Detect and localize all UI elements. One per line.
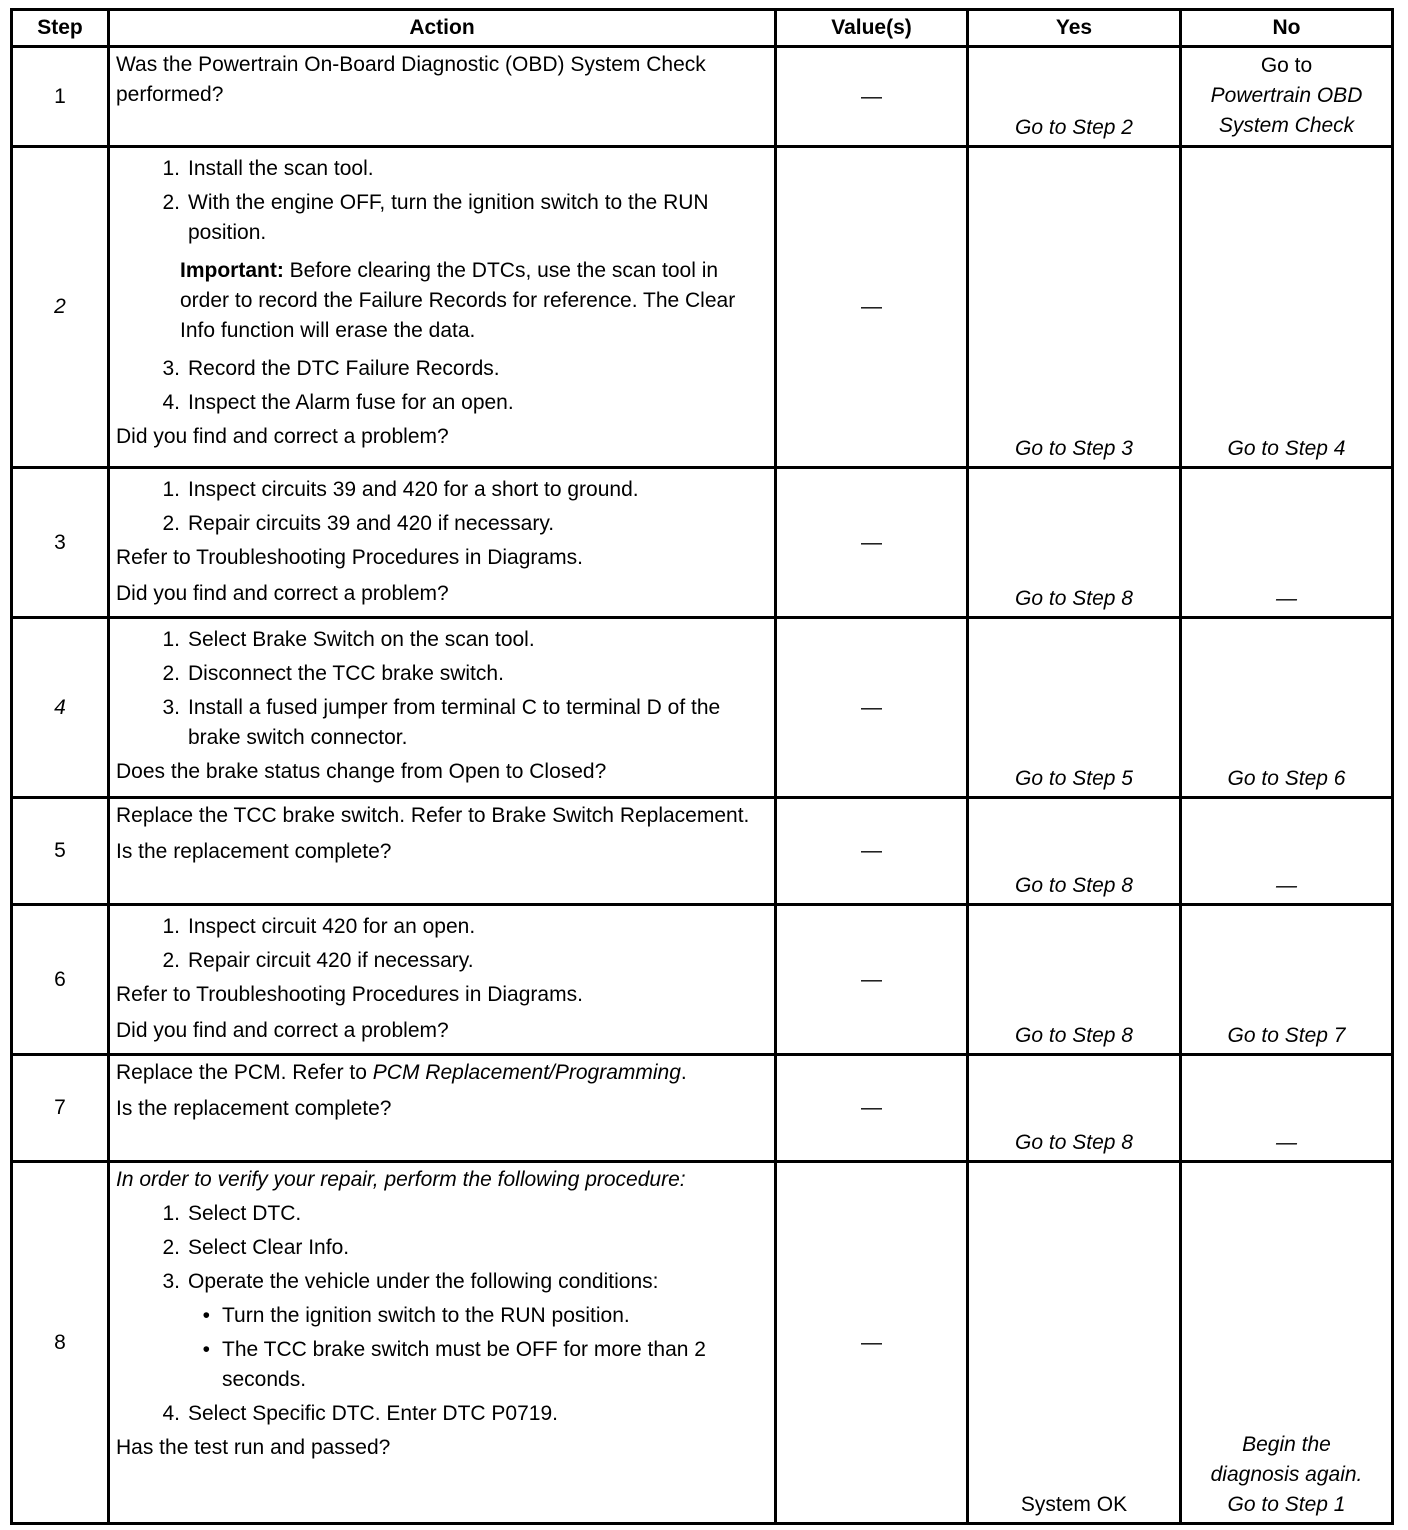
list-item: 3. Record the DTC Failure Records.: [116, 354, 770, 384]
list-item: 2. Repair circuit 420 if necessary.: [116, 946, 770, 976]
action-text: Replace the TCC brake switch. Refer to Brake Switch Replacement.: [116, 804, 750, 827]
table-row-step-7: [12, 1055, 1393, 1162]
list-item: 2. Select Clear Info.: [116, 1233, 770, 1263]
bullet-icon: •: [202, 1338, 210, 1361]
no-cell[interactable]: [1181, 47, 1393, 147]
list-item: 2. Repair circuits 39 and 420 if necessary.: [116, 509, 770, 539]
bullet-item: • The TCC brake switch must be OFF for more than 2 seconds.: [116, 1335, 770, 1395]
action-question: Is the replacement complete?: [116, 1097, 392, 1120]
table-row-step-8: [12, 1162, 1393, 1524]
important-text: Before clearing the DTCs, use the scan tool in order to record the Failure Records for reference. The Clear Info function will erase the data.: [180, 259, 736, 342]
header-row: [12, 10, 1393, 47]
no-goto-label: Go to: [1260, 53, 1313, 77]
yes-cell[interactable]: Go to Step 3: [968, 147, 1181, 468]
table-row-step-2: [12, 147, 1393, 468]
header-action: Action: [109, 10, 776, 47]
table-row-step-3: [12, 468, 1393, 618]
diagnostic-table: [10, 8, 1394, 1525]
no-cell[interactable]: Go to Step 6: [1181, 618, 1393, 798]
action-question: Did you find and correct a problem?: [116, 1019, 449, 1042]
step-number: 7: [12, 1055, 109, 1162]
list-item: 4. Select Specific DTC. Enter DTC P0719.: [116, 1399, 770, 1429]
no-goto-link[interactable]: Go to Step 1: [1227, 1493, 1346, 1516]
no-goto-link[interactable]: Powertrain OBD System Check: [1210, 83, 1363, 137]
list-number: 3.: [162, 696, 180, 719]
list-item: 2. Disconnect the TCC brake switch.: [116, 659, 770, 689]
value-cell: —: [776, 905, 968, 1055]
step-number: 1: [12, 47, 109, 147]
action-question: Did you find and correct a problem?: [116, 425, 449, 448]
list-number: 4.: [162, 391, 180, 414]
yes-cell[interactable]: Go to Step 8: [968, 905, 1181, 1055]
value-cell: —: [776, 798, 968, 905]
no-cell[interactable]: [1181, 1162, 1393, 1524]
action-question: Was the Powertrain On-Board Diagnostic (OBD) System Check performed?: [116, 53, 706, 106]
list-number: 1.: [162, 628, 180, 651]
bullet-item: • Turn the ignition switch to the RUN position.: [116, 1301, 770, 1331]
list-number: 2.: [162, 191, 180, 214]
important-note: [180, 256, 770, 346]
list-item: 2. With the engine OFF, turn the ignition switch to the RUN position.: [116, 188, 770, 248]
important-label: Important:: [180, 259, 284, 282]
list-item: 1. Inspect circuits 39 and 420 for a short to ground.: [116, 475, 770, 505]
step-number: 8: [12, 1162, 109, 1524]
action-intro: In order to verify your repair, perform the following procedure:: [116, 1168, 686, 1191]
value-cell: —: [776, 618, 968, 798]
list-item: 1. Install the scan tool.: [116, 154, 770, 184]
list-number: 2.: [162, 1236, 180, 1259]
value-cell: —: [776, 47, 968, 147]
action-cell: [109, 468, 776, 618]
header-values: Value(s): [776, 10, 968, 47]
list-number: 4.: [162, 1402, 180, 1425]
yes-cell[interactable]: Go to Step 8: [968, 1055, 1181, 1162]
yes-cell[interactable]: Go to Step 5: [968, 618, 1181, 798]
step-number: 4: [12, 618, 109, 798]
table-row-step-1: [12, 47, 1393, 147]
value-cell: —: [776, 1162, 968, 1524]
action-cell: [109, 1055, 776, 1162]
pcm-replacement-link[interactable]: PCM Replacement/Programming: [372, 1061, 681, 1084]
yes-cell: System OK: [968, 1162, 1181, 1524]
list-number: 2.: [162, 512, 180, 535]
list-number: 2.: [162, 949, 180, 972]
list-number: 1.: [162, 915, 180, 938]
action-question: Is the replacement complete?: [116, 840, 392, 863]
header-yes: Yes: [968, 10, 1181, 47]
table-row-step-5: [12, 798, 1393, 905]
list-number: 3.: [162, 1270, 180, 1293]
list-item: 1. Inspect circuit 420 for an open.: [116, 912, 770, 942]
list-number: 3.: [162, 357, 180, 380]
no-cell: —: [1181, 798, 1393, 905]
action-question: Does the brake status change from Open to Closed?: [116, 760, 607, 783]
action-cell: [109, 905, 776, 1055]
value-cell: —: [776, 1055, 968, 1162]
action-cell: [109, 618, 776, 798]
list-item: 3. Install a fused jumper from terminal C to terminal D of the brake switch connector.: [116, 693, 770, 753]
no-cell[interactable]: Go to Step 7: [1181, 905, 1393, 1055]
action-note: Refer to Troubleshooting Procedures in Diagrams.: [116, 983, 583, 1006]
no-cell: —: [1181, 1055, 1393, 1162]
list-number: 1.: [162, 157, 180, 180]
list-item: 3. Operate the vehicle under the following conditions:: [116, 1267, 770, 1297]
value-cell: —: [776, 147, 968, 468]
bullet-icon: •: [202, 1304, 210, 1327]
action-cell: [109, 798, 776, 905]
action-question: Has the test run and passed?: [116, 1436, 391, 1459]
list-item: 1. Select DTC.: [116, 1199, 770, 1229]
no-restart-text: Begin the diagnosis again.: [1210, 1433, 1363, 1486]
action-cell: [109, 147, 776, 468]
action-cell: [109, 47, 776, 147]
table-row-step-6: [12, 905, 1393, 1055]
value-cell: —: [776, 468, 968, 618]
no-cell: —: [1181, 468, 1393, 618]
step-number: 2: [12, 147, 109, 468]
no-cell[interactable]: Go to Step 4: [1181, 147, 1393, 468]
step-number: 3: [12, 468, 109, 618]
step-number: 5: [12, 798, 109, 905]
header-step: Step: [12, 10, 109, 47]
action-question: Did you find and correct a problem?: [116, 582, 449, 605]
yes-cell[interactable]: Go to Step 8: [968, 468, 1181, 618]
yes-cell[interactable]: Go to Step 8: [968, 798, 1181, 905]
list-number: 1.: [162, 1202, 180, 1225]
header-no: No: [1181, 10, 1393, 47]
list-item: 1. Select Brake Switch on the scan tool.: [116, 625, 770, 655]
table-row-step-4: [12, 618, 1393, 798]
list-item: 4. Inspect the Alarm fuse for an open.: [116, 388, 770, 418]
action-text: Replace the PCM. Refer to PCM Replacement/Programming.: [116, 1061, 687, 1084]
step-number: 6: [12, 905, 109, 1055]
action-cell: [109, 1162, 776, 1524]
yes-cell[interactable]: Go to Step 2: [968, 47, 1181, 147]
list-number: 2.: [162, 662, 180, 685]
list-number: 1.: [162, 478, 180, 501]
action-note: Refer to Troubleshooting Procedures in Diagrams.: [116, 546, 583, 569]
